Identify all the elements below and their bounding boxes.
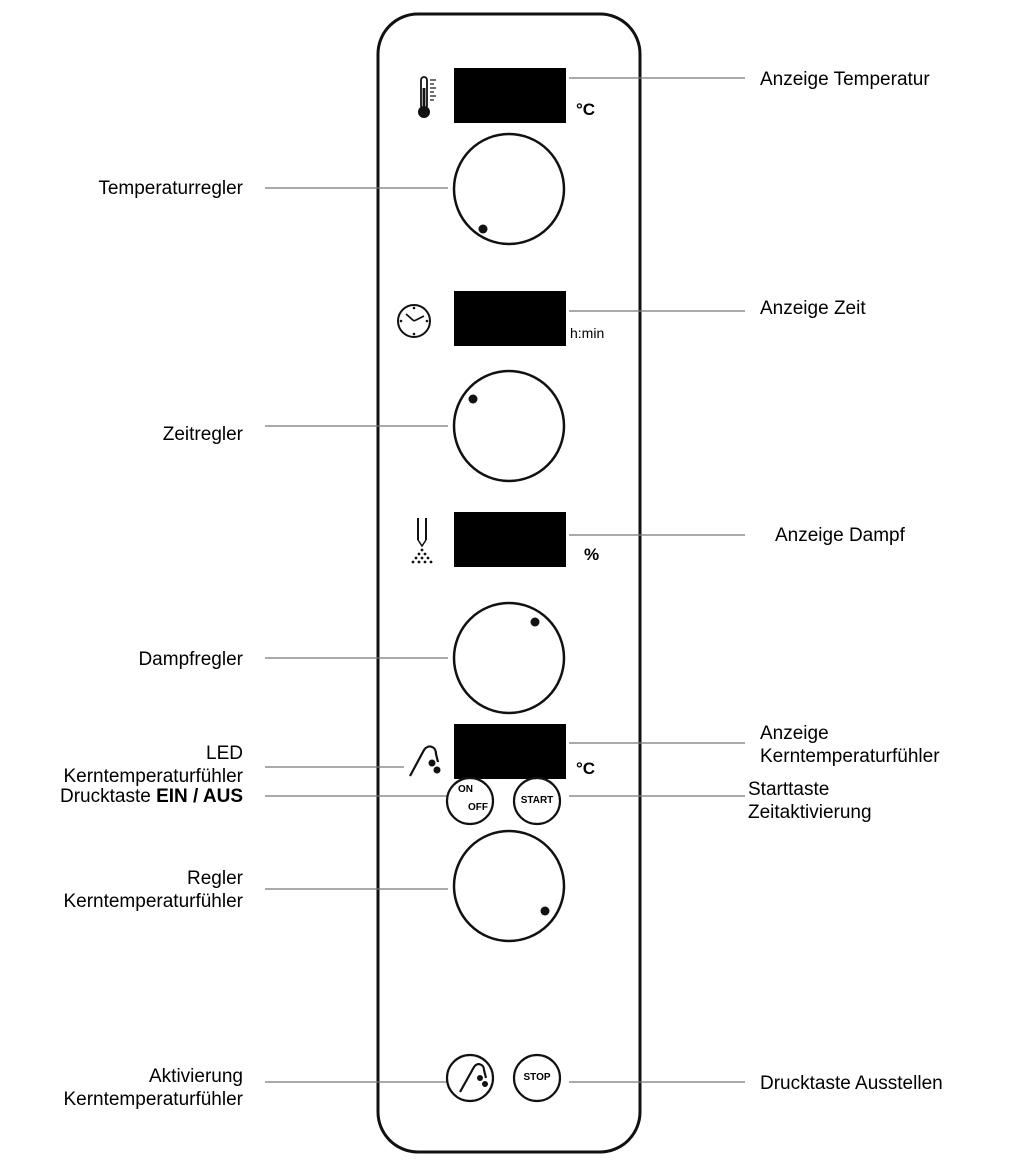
label-core-knob (63, 867, 243, 913)
steam-unit: % (584, 545, 600, 564)
label-temperature-knob: Temperaturregler (98, 178, 243, 199)
core-temperature-knob[interactable] (454, 831, 564, 941)
steam-knob[interactable] (454, 603, 564, 713)
panel-outline (378, 14, 640, 1152)
label-on-off-prefix: Drucktaste (59, 786, 157, 807)
label-core-display-line2: Kerntemperaturfühler (760, 746, 940, 767)
label-time-display: Anzeige Zeit (760, 298, 866, 319)
core-temperature-knob-indicator (541, 907, 550, 916)
clock-icon (398, 305, 430, 337)
label-core-activation-line2: Kerntemperaturfühler (63, 1089, 243, 1110)
steam-display (454, 512, 566, 567)
core-temperature-display (454, 724, 566, 779)
label-led-core (63, 742, 243, 788)
core-probe-icon (410, 747, 441, 776)
thermometer-icon (418, 77, 436, 118)
off-label: OFF (468, 802, 488, 813)
label-core-display-line1: Anzeige (760, 723, 829, 744)
label-steam-knob: Dampfregler (138, 649, 243, 670)
steam-knob-indicator (531, 618, 540, 627)
label-core-activation-line1: Aktivierung (149, 1066, 243, 1087)
temperature-display (454, 68, 566, 123)
time-knob[interactable] (454, 371, 564, 481)
label-start-line2: Zeitaktivierung (748, 802, 872, 823)
core-probe-activation-button[interactable] (447, 1055, 493, 1101)
label-led-line2: Kerntemperaturfühler (63, 766, 243, 787)
time-unit: h:min (570, 325, 605, 341)
stop-label: STOP (523, 1072, 551, 1083)
temperature-knob[interactable] (454, 134, 564, 244)
leader-lines (265, 78, 745, 1082)
label-core-activation (63, 1065, 243, 1111)
on-label: ON (458, 784, 473, 795)
start-label: START (520, 795, 554, 806)
label-core-knob-line2: Kerntemperaturfühler (63, 891, 243, 912)
label-on-off-button (60, 785, 243, 808)
label-core-display (760, 722, 940, 768)
time-display (454, 291, 566, 346)
temperature-knob-indicator (479, 225, 488, 234)
core-temperature-unit: °C (576, 759, 596, 778)
steam-icon (412, 518, 433, 563)
label-led-line1: LED (206, 743, 243, 764)
label-temperature-display: Anzeige Temperatur (760, 69, 930, 90)
label-time-knob: Zeitregler (162, 424, 243, 445)
label-start-button (748, 778, 872, 824)
label-start-line1: Starttaste (748, 779, 830, 800)
label-core-knob-line1: Regler (187, 868, 243, 889)
temperature-unit: °C (576, 100, 596, 119)
label-stop-button: Drucktaste Ausstellen (760, 1073, 943, 1094)
label-steam-display: Anzeige Dampf (775, 525, 905, 546)
time-knob-indicator (469, 395, 478, 404)
label-on-off-bold: EIN / AUS (156, 786, 243, 807)
